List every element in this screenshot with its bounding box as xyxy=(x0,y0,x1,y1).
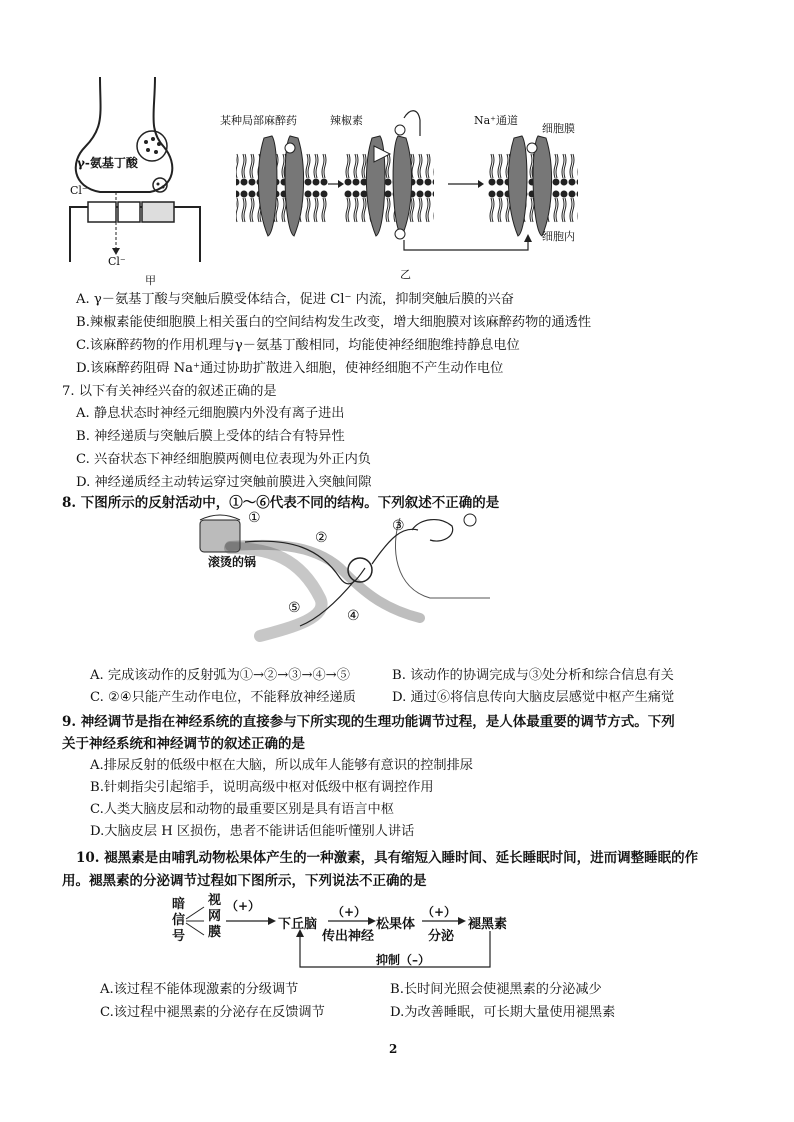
cl-top-label: Cl⁻ xyxy=(70,184,88,197)
q8-stem: 8. 下图所示的反射活动中，①～⑥代表不同的结构。下列叙述不正确的是 xyxy=(62,495,500,511)
plus-label-1: （+） xyxy=(226,899,261,913)
q8-option-a: A. 完成该动作的反射弧为①→②→③→④→⑤ xyxy=(90,668,350,683)
q9-stem-line1: 9. 神经调节是指在神经系统的直接参与下所实现的生理功能调节过程，是人体最重要的调节方式。下列 xyxy=(62,714,675,730)
plus-label-3: （+） xyxy=(422,905,457,919)
q9-stem-line2: 关于神经系统和神经调节的叙述正确的是 xyxy=(62,736,305,752)
q8-option-d: D. 通过⑥将信息传向大脑皮层感觉中枢产生痛觉 xyxy=(392,690,675,705)
reflex-num-1: ① xyxy=(248,510,261,526)
figure-yi-caption: 乙 xyxy=(400,268,411,281)
figure-yi-membrane xyxy=(232,108,582,258)
secrete-label: 分泌 xyxy=(428,929,455,944)
dark-signal-char: 号 xyxy=(172,929,186,944)
q10-stem-line1: 10. 褪黑素是由哺乳动物松果体产生的一种激素，具有缩短入睡时间、延长睡眠时间，进而调整睡眠的作 xyxy=(76,850,699,866)
q7-option-b: B. 神经递质与突触后膜上受体的结合有特异性 xyxy=(76,429,345,444)
efferent-nerve-label: 传出神经 xyxy=(322,929,375,944)
reflex-num-2: ② xyxy=(315,530,328,546)
gaba-label: γ-氨基丁酸 xyxy=(77,156,138,170)
inhibit-label: 抑制（–） xyxy=(376,953,431,967)
figure-jia-synapse xyxy=(60,72,210,287)
dark-signal-char: 暗 xyxy=(172,897,186,912)
reflex-num-4: ④ xyxy=(347,608,360,624)
q10-option-c: C.该过程中褪黑素的分泌存在反馈调节 xyxy=(100,1005,325,1020)
q10-option-a: A.该过程不能体现激素的分级调节 xyxy=(100,982,299,997)
q10-option-d: D.为改善睡眠，可长期大量使用褪黑素 xyxy=(390,1005,616,1020)
na-channel-label: Na⁺通道 xyxy=(474,114,518,127)
capsaicin-label: 辣椒素 xyxy=(330,114,363,127)
dark-signal-char: 信 xyxy=(172,913,186,928)
retina-char: 网 xyxy=(208,909,222,924)
inside-label: 细胞内 xyxy=(542,230,575,243)
q6-option-a: A. γ－氨基丁酸与突触后膜受体结合，促进 Cl⁻ 内流，抑制突触后膜的兴奋 xyxy=(76,292,514,307)
melatonin-label: 褪黑素 xyxy=(468,917,508,932)
q8-option-c: C. ②④只能产生动作电位，不能释放神经递质 xyxy=(90,690,356,705)
melatonin-diagram xyxy=(160,893,520,975)
q9-option-c: C.人类大脑皮层和动物的最重要区别是具有语言中枢 xyxy=(90,802,394,817)
pineal-label: 松果体 xyxy=(376,917,416,932)
hypothalamus-label: 下丘脑 xyxy=(278,917,318,932)
q6-option-d: D.该麻醉药阻碍 Na⁺通过协助扩散进入细胞，使神经细胞不产生动作电位 xyxy=(76,361,504,376)
reflex-num-5: ⑤ xyxy=(288,600,301,616)
q9-option-d: D.大脑皮层 H 区损伤，患者不能讲话但能听懂别人讲话 xyxy=(90,824,415,839)
q6-option-b: B.辣椒素能使细胞膜上相关蛋白的空间结构发生改变，增大细胞膜对该麻醉药物的通透性 xyxy=(76,315,592,330)
q10-option-b: B.长时间光照会使褪黑素的分泌减少 xyxy=(390,982,602,997)
reflex-num-3: ③ xyxy=(392,518,405,534)
retina-char: 视 xyxy=(208,893,222,908)
figure-reflex-arc xyxy=(190,508,500,658)
q7-stem: 7. 以下有关神经兴奋的叙述正确的是 xyxy=(62,384,277,399)
q6-option-c: C.该麻醉药物的作用机理与γ－氨基丁酸相同，均能使神经细胞维持静息电位 xyxy=(76,338,520,353)
q7-option-d: D. 神经递质经主动转运穿过突触前膜进入突触间隙 xyxy=(76,475,372,490)
q8-option-b: B. 该动作的协调完成与③处分析和综合信息有关 xyxy=(392,668,674,683)
retina-char: 膜 xyxy=(208,925,222,940)
pot-label: 滚烫的锅 xyxy=(208,555,257,569)
page-number: 2 xyxy=(389,1042,398,1056)
membrane-label: 细胞膜 xyxy=(542,122,575,135)
figure-jia-caption: 甲 xyxy=(145,274,156,287)
q9-option-a: A.排尿反射的低级中枢在大脑，所以成年人能够有意识的控制排尿 xyxy=(90,758,473,773)
q7-option-a: A. 静息状态时神经元细胞膜内外没有离子进出 xyxy=(76,406,345,421)
q7-option-c: C. 兴奋状态下神经细胞膜两侧电位表现为外正内负 xyxy=(76,452,371,467)
plus-label-2: （+） xyxy=(332,905,367,919)
cl-bottom-label: Cl⁻ xyxy=(108,255,126,268)
q10-stem-line2: 用。褪黑素的分泌调节过程如下图所示，下列说法不正确的是 xyxy=(62,873,427,889)
q9-option-b: B.针刺指尖引起缩手，说明高级中枢对低级中枢有调控作用 xyxy=(90,780,434,795)
anesthetic-label: 某种局部麻醉药 xyxy=(220,114,297,127)
